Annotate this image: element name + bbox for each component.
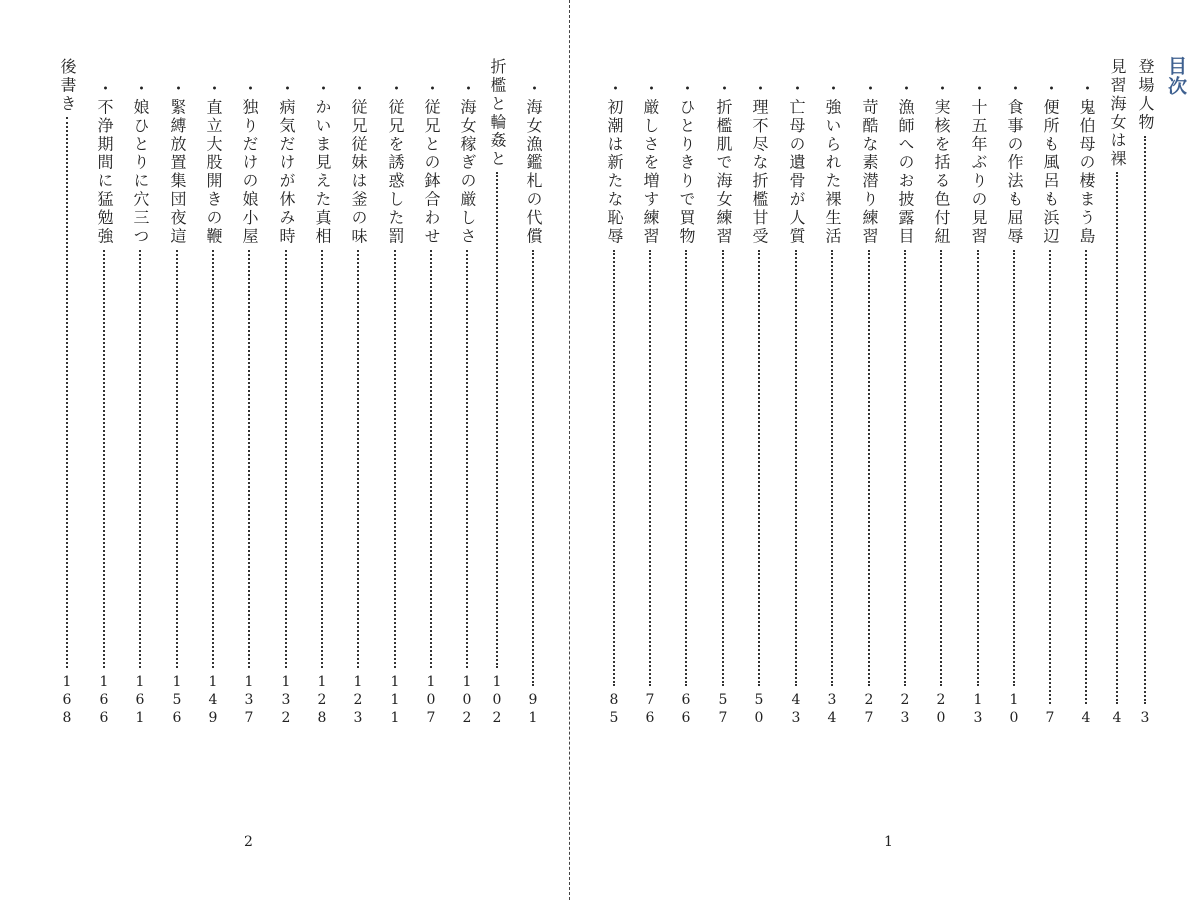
entry-title: 折檻と輪姦と xyxy=(488,58,507,169)
entry-page-number: 111 xyxy=(387,674,403,728)
entry-title: ・鬼伯母の棲まう島 xyxy=(1077,80,1096,246)
entry-page-number: 57 xyxy=(715,692,731,728)
toc-entry[interactable] xyxy=(94,80,114,728)
dot-leader xyxy=(831,250,833,686)
toc-entry[interactable] xyxy=(786,80,806,728)
toc-entry[interactable] xyxy=(523,80,543,728)
toc-entry[interactable] xyxy=(640,80,660,728)
entry-title: ・かいま見えた真相 xyxy=(313,80,332,246)
toc-entry[interactable] xyxy=(822,80,842,728)
entry-page-number: 149 xyxy=(205,674,221,728)
dot-leader xyxy=(66,117,68,668)
entry-page-number: 13 xyxy=(970,692,986,728)
dot-leader xyxy=(795,250,797,686)
entry-page-number: 168 xyxy=(59,674,75,728)
entry-title: ・漁師へのお披露目 xyxy=(896,80,915,246)
dot-leader xyxy=(868,250,870,686)
dot-leader xyxy=(285,250,287,668)
dot-leader xyxy=(532,250,534,686)
entry-page-number: 27 xyxy=(861,692,877,728)
toc-entry[interactable] xyxy=(1076,80,1096,728)
dot-leader xyxy=(466,250,468,668)
dot-leader xyxy=(1116,172,1118,704)
toc-entry[interactable] xyxy=(348,80,368,728)
entry-page-number: 43 xyxy=(788,692,804,728)
entry-page-number: 123 xyxy=(350,674,366,728)
toc-entry[interactable] xyxy=(1135,58,1155,728)
dot-leader xyxy=(613,250,615,686)
entry-title: 登場人物 xyxy=(1136,58,1155,132)
entry-title: ・強いられた裸生活 xyxy=(823,80,842,246)
dot-leader xyxy=(649,250,651,686)
toc-entry[interactable] xyxy=(130,80,150,728)
toc-heading: 目次 xyxy=(1165,56,1187,96)
entry-page-number: 137 xyxy=(241,674,257,728)
dot-leader xyxy=(139,250,141,668)
entry-title: ・従兄従妹は釜の味 xyxy=(349,80,368,246)
entry-page-number: 66 xyxy=(678,692,694,728)
entry-title: ・折檻肌で海女練習 xyxy=(714,80,733,246)
entry-page-number: 102 xyxy=(489,674,505,728)
toc-entry[interactable] xyxy=(1040,80,1060,728)
toc-entry[interactable] xyxy=(203,80,223,728)
entry-page-number: 128 xyxy=(314,674,330,728)
toc-entry[interactable] xyxy=(676,80,696,728)
dot-leader xyxy=(357,250,359,668)
entry-page-number: 76 xyxy=(642,692,658,728)
entry-page-number: 166 xyxy=(96,674,112,728)
dot-leader xyxy=(722,250,724,686)
entry-page-number: 4 xyxy=(1078,710,1094,728)
entry-page-number: 3 xyxy=(1137,710,1153,728)
toc-entry[interactable] xyxy=(1107,58,1127,728)
dot-leader xyxy=(176,250,178,668)
toc-entry[interactable] xyxy=(487,58,507,728)
entry-title: ・ひとりきりで買物 xyxy=(677,80,696,246)
toc-entry[interactable] xyxy=(1004,80,1024,728)
entry-page-number: 107 xyxy=(423,674,439,728)
entry-title: 見習海女は裸 xyxy=(1108,58,1127,169)
dot-leader xyxy=(430,250,432,668)
toc-entry[interactable] xyxy=(57,58,77,728)
dot-leader xyxy=(321,250,323,668)
entry-title: ・初潮は新たな恥辱 xyxy=(605,80,624,246)
entry-title: ・不浄期間に猛勉強 xyxy=(95,80,114,246)
page-divider xyxy=(569,0,570,900)
entry-title: ・従兄との鉢合わせ xyxy=(422,80,441,246)
entry-title: ・食事の作法も屈辱 xyxy=(1005,80,1024,246)
dot-leader xyxy=(758,250,760,686)
dot-leader xyxy=(103,250,105,668)
toc-entry[interactable] xyxy=(276,80,296,728)
dot-leader xyxy=(977,250,979,686)
entry-title: ・十五年ぶりの見習 xyxy=(969,80,988,246)
dot-leader xyxy=(212,250,214,668)
entry-page-number: 20 xyxy=(933,692,949,728)
dot-leader xyxy=(1013,250,1015,686)
toc-entry[interactable] xyxy=(749,80,769,728)
page-number-left: 2 xyxy=(244,834,253,850)
entry-title: ・病気だけが休み時 xyxy=(277,80,296,246)
toc-entry[interactable] xyxy=(895,80,915,728)
entry-title: ・理不尽な折檻甘受 xyxy=(750,80,769,246)
toc-entry[interactable] xyxy=(239,80,259,728)
entry-page-number: 156 xyxy=(169,674,185,728)
entry-title: 後書き xyxy=(58,58,77,114)
entry-page-number: 132 xyxy=(278,674,294,728)
entry-title: ・厳しさを増す練習 xyxy=(641,80,660,246)
dot-leader xyxy=(1049,250,1051,704)
dot-leader xyxy=(1085,250,1087,704)
dot-leader xyxy=(685,250,687,686)
entry-page-number: 10 xyxy=(1006,692,1022,728)
entry-title: ・海女稼ぎの厳しさ xyxy=(458,80,477,246)
entry-title: ・独りだけの娘小屋 xyxy=(240,80,259,246)
toc-entry[interactable] xyxy=(968,80,988,728)
toc-entry[interactable] xyxy=(859,80,879,728)
toc-entry[interactable] xyxy=(713,80,733,728)
entry-page-number: 50 xyxy=(751,692,767,728)
dot-leader xyxy=(248,250,250,668)
dot-leader xyxy=(496,172,498,668)
entry-title: ・緊縛放置集団夜這 xyxy=(168,80,187,246)
entry-title: ・直立大股開きの鞭 xyxy=(204,80,223,246)
entry-page-number: 85 xyxy=(606,692,622,728)
entry-title: ・苛酷な素潜り練習 xyxy=(860,80,879,246)
dot-leader xyxy=(904,250,906,686)
entry-title: ・海女漁鑑札の代償 xyxy=(524,80,543,246)
entry-page-number: 161 xyxy=(132,674,148,728)
toc-entry[interactable] xyxy=(604,80,624,728)
dot-leader xyxy=(940,250,942,686)
entry-page-number: 91 xyxy=(525,692,541,728)
entry-page-number: 23 xyxy=(897,692,913,728)
dot-leader xyxy=(394,250,396,668)
entry-title: ・娘ひとりに穴三つ xyxy=(131,80,150,246)
toc-entry[interactable] xyxy=(312,80,332,728)
page-number-right: 1 xyxy=(884,834,893,850)
entry-page-number: 34 xyxy=(824,692,840,728)
toc-entry[interactable] xyxy=(931,80,951,728)
entry-title: ・実核を括る色付紐 xyxy=(932,80,951,246)
entry-title: ・従兄を誘惑した罰 xyxy=(386,80,405,246)
entry-title: ・亡母の遺骨が人質 xyxy=(787,80,806,246)
entry-page-number: 7 xyxy=(1042,710,1058,728)
dot-leader xyxy=(1144,136,1146,704)
toc-entry[interactable] xyxy=(421,80,441,728)
toc-entry[interactable] xyxy=(385,80,405,728)
entry-page-number: 102 xyxy=(459,674,475,728)
entry-title: ・便所も風呂も浜辺 xyxy=(1041,80,1060,246)
toc-entry[interactable] xyxy=(167,80,187,728)
toc-entry[interactable] xyxy=(457,80,477,728)
entry-page-number: 4 xyxy=(1109,710,1125,728)
